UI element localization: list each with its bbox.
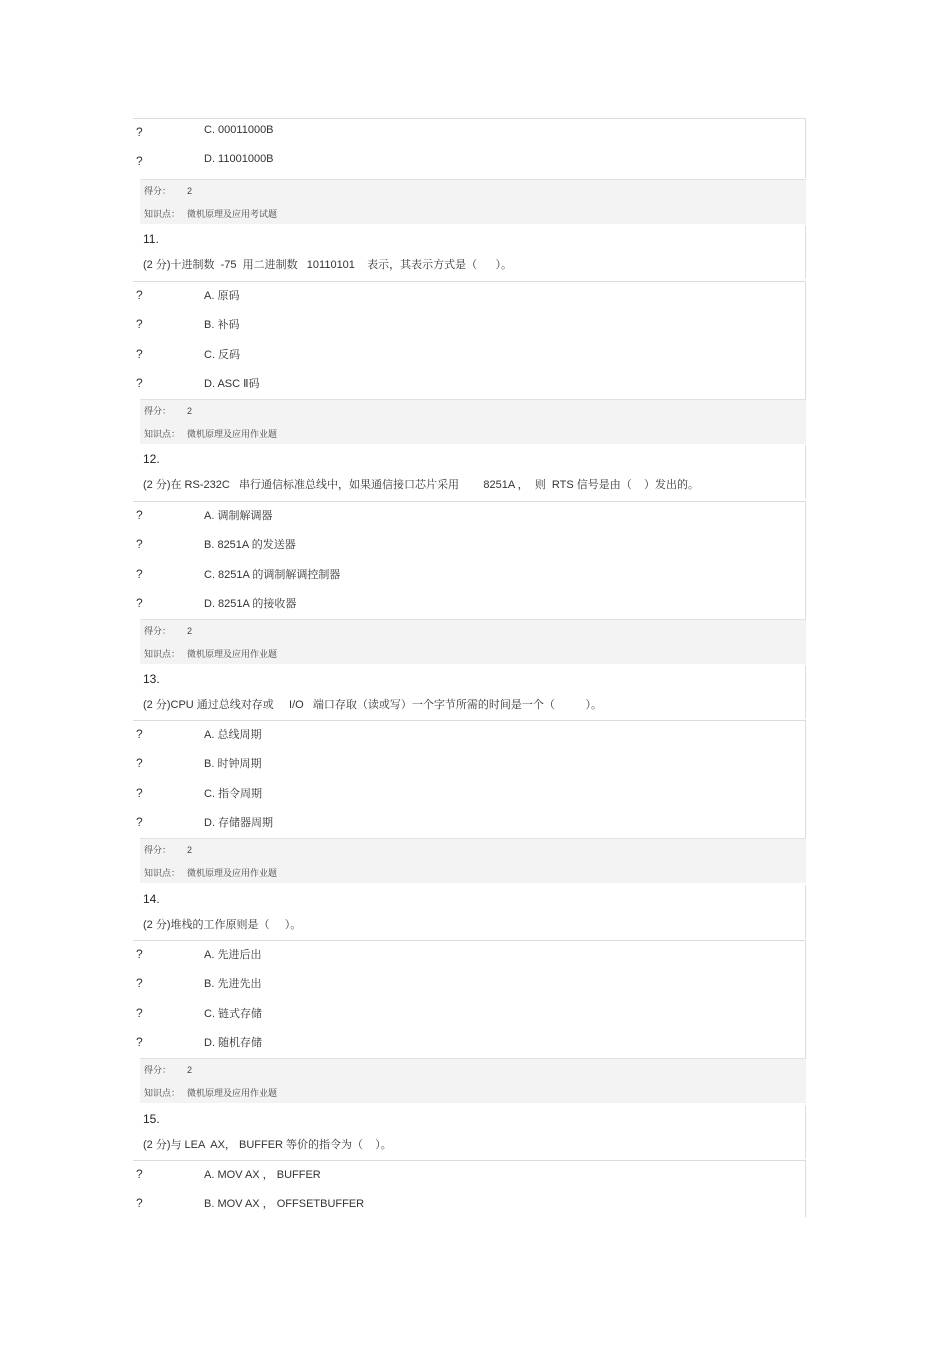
meta-panel-q12 (140, 619, 806, 664)
score-value: 2 (187, 186, 193, 196)
question-text: (2 分)堆栈的工作原则是（ ）。 (143, 919, 302, 931)
score-label: 得分： (144, 406, 172, 416)
option-text: C. 链式存储 (204, 1007, 263, 1020)
option-text: B. 先进先出 (204, 978, 262, 991)
option-text: A. 调制解调器 (204, 510, 273, 522)
score-label: 得分： (144, 845, 172, 855)
question-text: (2 分)在 RS-232C 串行通信标准总线中，如果通信接口芯片采用 8251A ， 则 RTS 信号是由（ ）发出的。 (143, 479, 699, 491)
score-value: 2 (187, 406, 193, 416)
question-number: 13. (143, 672, 160, 686)
option-text: A. 总线周期 (204, 729, 262, 741)
option-row[interactable] (133, 780, 805, 809)
option-text: D. ASC Ⅱ码 (204, 377, 260, 390)
option-text: C. 00011000B (204, 124, 274, 136)
unknown-glyph-marker: ? (136, 595, 143, 610)
option-row[interactable] (133, 590, 805, 619)
meta-panel-q14 (140, 1058, 806, 1103)
option-text: D. 随机存储 (204, 1036, 263, 1049)
unknown-glyph-marker: ? (136, 125, 143, 139)
question-text: (2 分)十进制数 -75 用二进制数 10110101 表示，其表示方式是（ ）。 (143, 259, 512, 271)
topic-label: 知识点： (144, 1088, 181, 1098)
topic-label: 知识点： (144, 868, 181, 878)
unknown-glyph-marker: ? (136, 1005, 143, 1020)
question-stem-15 (140, 1105, 806, 1159)
score-label: 得分： (144, 186, 172, 196)
question-text: (2 分)CPU 通过总线对存或 I/O 端口存取（读或写）一个字节所需的时间是一个（ ）。 (143, 699, 602, 711)
options-block-q11 (133, 281, 806, 399)
unknown-glyph-marker: ? (136, 537, 143, 552)
score-label: 得分： (144, 1065, 172, 1075)
unknown-glyph-marker: ? (136, 346, 143, 361)
question-stem-12 (140, 445, 806, 499)
topic-value: 微机原理及应用作业题 (187, 429, 278, 439)
option-row[interactable] (133, 809, 805, 838)
option-row[interactable] (133, 370, 805, 399)
unknown-glyph-marker: ? (136, 317, 143, 332)
score-value: 2 (187, 1065, 193, 1075)
option-text: C. 反码 (204, 348, 241, 361)
option-row[interactable] (133, 282, 805, 311)
unknown-glyph-marker: ? (136, 566, 143, 581)
option-text: C. 8251A 的调制解调控制器 (204, 568, 341, 581)
option-row[interactable] (133, 119, 805, 148)
option-row[interactable] (133, 721, 805, 750)
unknown-glyph-marker: ? (136, 508, 143, 522)
option-row[interactable] (133, 561, 805, 590)
topic-value: 微机原理及应用作业题 (187, 649, 278, 659)
option-row[interactable] (133, 1161, 805, 1190)
option-text: B. 时钟周期 (204, 758, 262, 771)
option-text: B. 8251A 的发送器 (204, 539, 296, 552)
option-row[interactable] (133, 750, 805, 779)
unknown-glyph-marker: ? (136, 727, 143, 741)
topic-label: 知识点： (144, 429, 181, 439)
option-text: D. 存储器周期 (204, 816, 274, 829)
option-text: B. MOV AX ， OFFSETBUFFER (204, 1198, 365, 1211)
score-label: 得分： (144, 626, 172, 636)
option-row[interactable] (133, 311, 805, 340)
unknown-glyph-marker: ? (136, 1167, 143, 1181)
unknown-glyph-marker: ? (136, 814, 143, 829)
unknown-glyph-marker: ? (136, 154, 143, 169)
unknown-glyph-marker: ? (136, 1196, 143, 1211)
options-block-q12 (133, 501, 806, 619)
question-number: 11. (143, 232, 159, 246)
options-block-q13 (133, 720, 806, 838)
options-block-q10 (133, 118, 806, 178)
meta-panel-q13 (140, 838, 806, 883)
option-text: A. MOV AX ， BUFFER (204, 1169, 321, 1181)
topic-label: 知识点： (144, 649, 181, 659)
unknown-glyph-marker: ? (136, 375, 143, 390)
topic-value: 微机原理及应用作业题 (187, 1088, 278, 1098)
options-block-q14 (133, 940, 806, 1058)
option-row[interactable] (133, 148, 805, 177)
score-value: 2 (187, 845, 193, 855)
option-row[interactable] (133, 1000, 805, 1029)
option-row[interactable] (133, 502, 805, 531)
question-stem-14 (140, 885, 806, 939)
unknown-glyph-marker: ? (136, 947, 143, 961)
option-text: A. 先进后出 (204, 949, 262, 961)
option-text: A. 原码 (204, 290, 240, 302)
question-stem-11 (140, 225, 806, 279)
meta-panel-q10 (140, 179, 806, 224)
topic-value: 微机原理及应用作业题 (187, 868, 278, 878)
option-text: C. 指令周期 (204, 787, 263, 800)
option-row[interactable] (133, 1029, 805, 1058)
option-row[interactable] (133, 531, 805, 560)
question-stem-13 (140, 665, 806, 719)
question-text: (2 分)与 LEA AX， BUFFER 等价的指令为（ ）。 (143, 1139, 392, 1151)
unknown-glyph-marker: ? (136, 1034, 143, 1049)
option-row[interactable] (133, 970, 805, 999)
unknown-glyph-marker: ? (136, 288, 143, 302)
unknown-glyph-marker: ? (136, 756, 143, 771)
score-value: 2 (187, 626, 193, 636)
unknown-glyph-marker: ? (136, 976, 143, 991)
topic-label: 知识点： (144, 209, 181, 219)
option-text: D. 8251A 的接收器 (204, 597, 297, 610)
question-number: 12. (143, 452, 160, 466)
option-text: B. 补码 (204, 319, 240, 332)
options-block-q15 (133, 1160, 806, 1217)
unknown-glyph-marker: ? (136, 785, 143, 800)
option-row[interactable] (133, 1190, 805, 1219)
question-number: 14. (143, 892, 160, 906)
option-text: D. 11001000B (204, 153, 274, 166)
option-row[interactable] (133, 341, 805, 370)
option-row[interactable] (133, 941, 805, 970)
question-number: 15. (143, 1112, 160, 1126)
meta-panel-q11 (140, 399, 806, 444)
topic-value: 微机原理及应用考试题 (187, 209, 278, 219)
